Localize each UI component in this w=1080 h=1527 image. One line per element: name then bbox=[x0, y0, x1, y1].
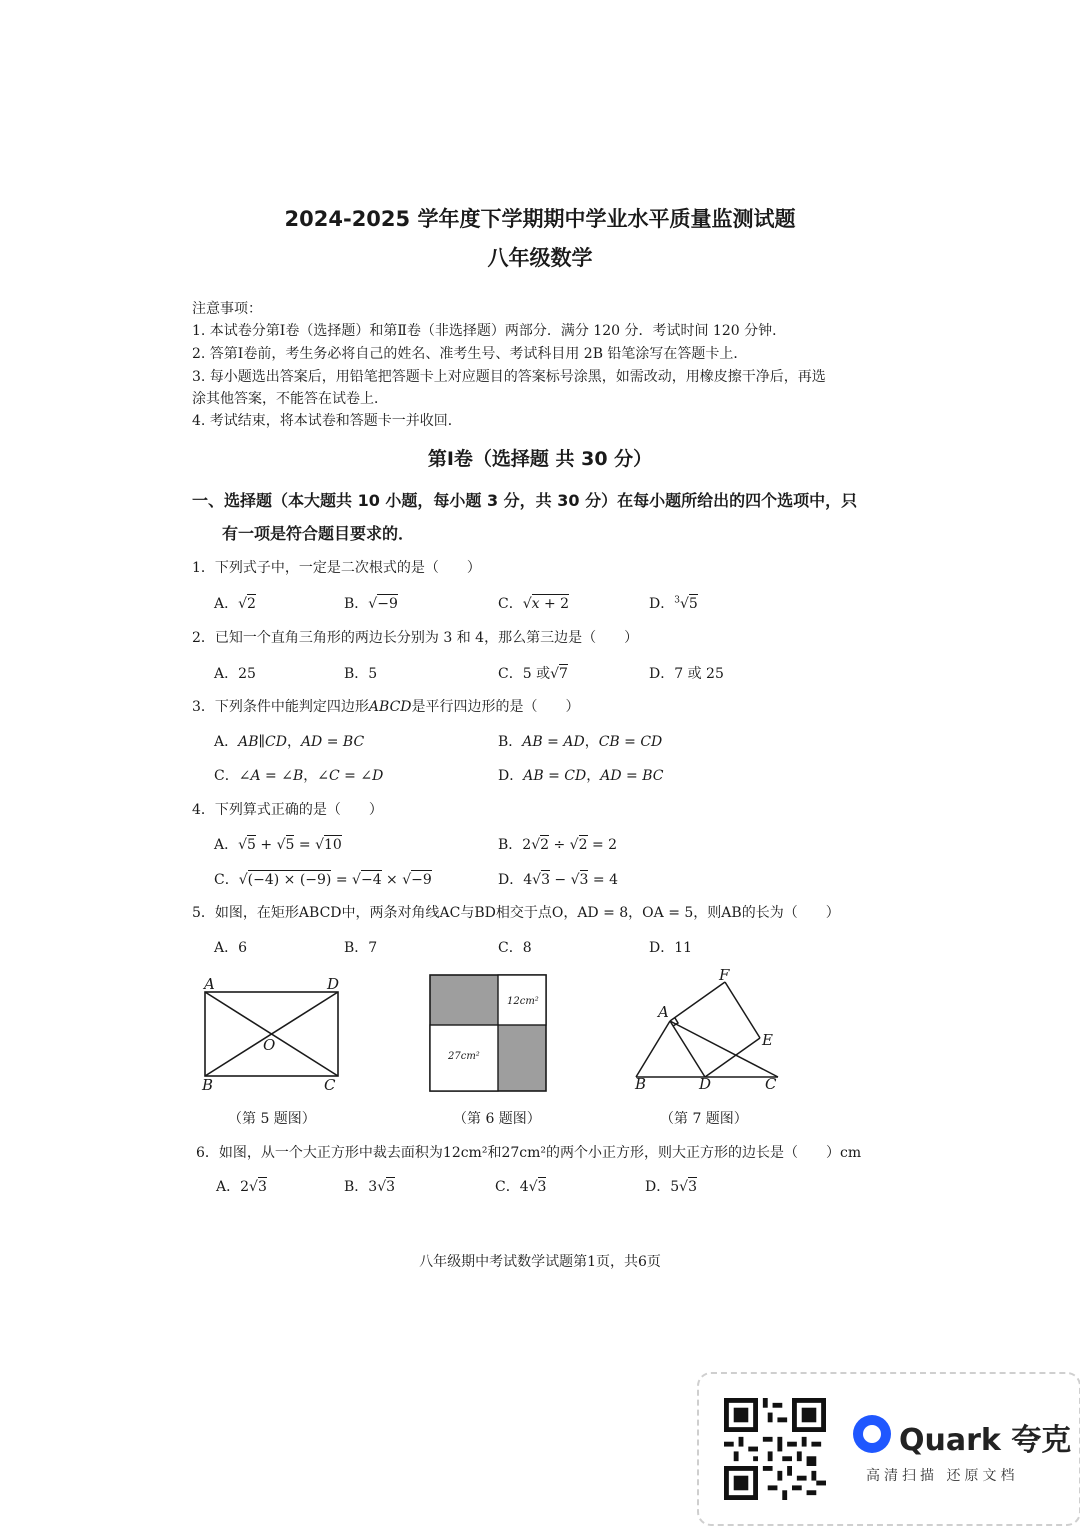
quark-brand-name: Quark 夸克 bbox=[899, 1423, 1072, 1458]
fig7-label-d: D bbox=[699, 1075, 712, 1093]
shaded-region-top-left bbox=[430, 975, 498, 1025]
fig6-caption: （第 6 题图） bbox=[453, 1111, 541, 1127]
part-instructions-line1: 一、选择题（本大题共 10 小题，每小题 3 分，共 30 分）在每小题所给出的四个选项中，只 bbox=[192, 491, 858, 510]
fig5-caption: （第 5 题图） bbox=[228, 1111, 316, 1127]
exam-subtitle: 八年级数学 bbox=[487, 246, 593, 270]
q3-text-post: 是平行四边形的是（ ） bbox=[411, 699, 580, 715]
shaded-region-bottom-right bbox=[498, 1025, 546, 1091]
fig6-area-27: 27cm² bbox=[448, 1051, 480, 1062]
exam-title: 2024-2025 学年度下学期期中学业水平质量监测试题 bbox=[284, 207, 796, 231]
q4-option-d: D．4√3 − √3 = 4 bbox=[498, 872, 619, 888]
figure-5-rectangle bbox=[205, 992, 338, 1076]
quark-tagline: 高清扫描 还原文档 bbox=[866, 1468, 1019, 1484]
question-2: 2．已知一个直角三角形的两边长分别为 3 和 4，那么第三边是（ ） bbox=[192, 630, 639, 646]
figures-row bbox=[0, 960, 1080, 1110]
segment-fe bbox=[725, 982, 760, 1038]
q2-option-a: A．25 bbox=[214, 666, 256, 682]
q3-text-pre: 3．下列条件中能判定四边形 bbox=[192, 699, 369, 715]
fig7-label-c: C bbox=[765, 1075, 777, 1093]
q5-option-d: D．11 bbox=[649, 940, 693, 956]
q1-option-b: B．√−9 bbox=[344, 596, 398, 612]
question-6: 6．如图，从一个大正方形中裁去面积为12cm²和27cm²的两个小正方形，则大正方形的边长是（ ）cm bbox=[196, 1145, 862, 1161]
q1-option-c: C．√x + 2 bbox=[498, 596, 570, 612]
note-item: 3. 每小题选出答案后，用铅笔把答题卡上对应题目的答案标号涂黑，如需改动，用橡皮擦干净后，再选 bbox=[192, 369, 826, 385]
fig5-label-c: C bbox=[324, 1076, 336, 1094]
q5-option-b: B．7 bbox=[344, 940, 378, 956]
q1-option-a: A．√2 bbox=[214, 596, 256, 612]
q4-option-c: C．√(−4) × (−9) = √−4 × √−9 bbox=[214, 872, 432, 888]
q2-option-b: B．5 bbox=[344, 666, 378, 682]
q3-option-b: B．AB = AD，CB = CD bbox=[498, 734, 663, 750]
q5-option-a: A．6 bbox=[214, 940, 248, 956]
fig7-caption: （第 7 题图） bbox=[660, 1111, 748, 1127]
note-item: 2. 答第Ⅰ卷前，考生务必将自己的姓名、准考生号、考试科目用 2B 铅笔涂写在答题卡上． bbox=[192, 346, 748, 362]
question-1: 1．下列式子中，一定是二次根式的是（ ） bbox=[192, 560, 481, 576]
note-item: 1. 本试卷分第Ⅰ卷（选择题）和第Ⅱ卷（非选择题）两部分．满分 120 分．考试时间 120 分钟． bbox=[192, 323, 787, 339]
page-footer: 八年级期中考试数学试题第1页，共6页 bbox=[419, 1254, 661, 1270]
fig7-label-b: B bbox=[635, 1075, 647, 1093]
q3-option-d: D．AB = CD，AD = BC bbox=[498, 768, 664, 784]
figure-6-squares bbox=[430, 975, 546, 1091]
fig6-area-12: 12cm² bbox=[507, 996, 539, 1007]
note-item: 涂其他答案，不能答在试卷上． bbox=[192, 391, 388, 407]
q4-option-b: B．2√2 ÷ √2 = 2 bbox=[498, 837, 618, 853]
fig7-label-f: F bbox=[719, 966, 730, 984]
segment-ac bbox=[670, 1021, 778, 1077]
figure-7-triangle bbox=[636, 982, 778, 1077]
q3-option-c: C．∠A = ∠B，∠C = ∠D bbox=[214, 768, 384, 784]
fig7-label-a: A bbox=[658, 1003, 669, 1021]
q5-option-c: C．8 bbox=[498, 940, 532, 956]
q6-option-a: A．2√3 bbox=[216, 1179, 267, 1195]
fig5-label-d: D bbox=[327, 975, 340, 993]
qr-code-icon bbox=[724, 1398, 826, 1500]
q3-option-a: A．AB∥CD，AD = BC bbox=[214, 734, 365, 750]
question-3 bbox=[192, 696, 580, 716]
q2-option-c: C．5 或√7 bbox=[498, 666, 568, 682]
fig5-label-o: O bbox=[263, 1036, 276, 1054]
part-instructions-line2: 有一项是符合题目要求的． bbox=[222, 524, 415, 543]
q6-option-d: D．5√3 bbox=[645, 1179, 697, 1195]
note-item: 4. 考试结束，将本试卷和答题卡一并收回． bbox=[192, 413, 462, 429]
fig7-label-e: E bbox=[762, 1031, 773, 1049]
q1-option-d: D．$^3$√5 bbox=[649, 595, 698, 612]
segment-ba bbox=[636, 1021, 670, 1077]
quark-logo-inner bbox=[863, 1425, 881, 1443]
q6-option-c: C．4√3 bbox=[495, 1179, 547, 1195]
segment-af bbox=[670, 982, 725, 1021]
fig5-label-a: A bbox=[204, 975, 215, 993]
q6-option-b: B．3√3 bbox=[344, 1179, 396, 1195]
section-title: 第Ⅰ卷（选择题 共 30 分） bbox=[427, 448, 653, 470]
q4-option-a: A．√5 + √5 = √10 bbox=[214, 837, 342, 853]
fig5-label-b: B bbox=[202, 1076, 214, 1094]
question-4: 4．下列算式正确的是（ ） bbox=[192, 802, 383, 818]
question-5: 5．如图，在矩形ABCD中，两条对角线AC与BD相交于点O，AD = 8，OA = 5，则AB的长为（ ） bbox=[192, 905, 840, 921]
q3-var: ABCD bbox=[368, 699, 412, 715]
notes-heading: 注意事项： bbox=[192, 301, 262, 317]
q2-option-d: D．7 或 25 bbox=[649, 666, 724, 682]
